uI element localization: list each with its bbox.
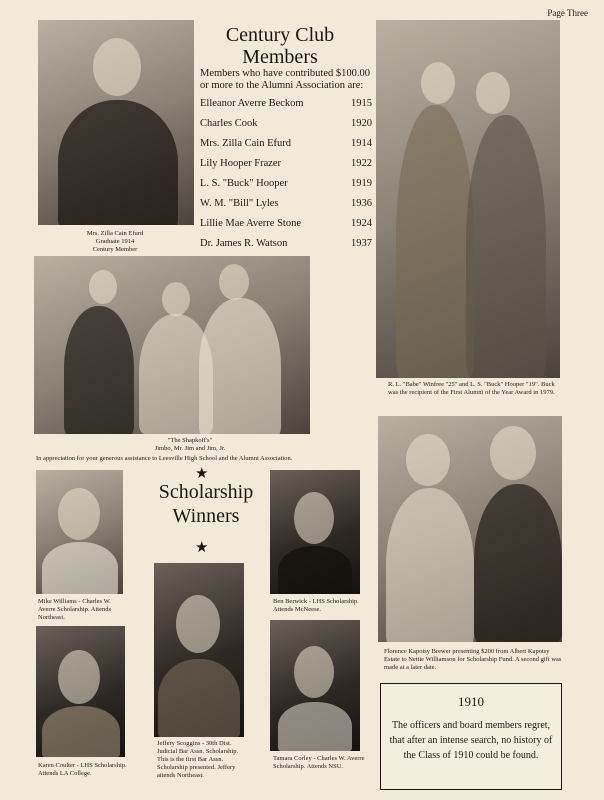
photo-mike-williams — [36, 470, 123, 594]
photo-shapkoffs — [34, 256, 310, 434]
member-row: Elleanor Averre Beckom 1915 — [200, 98, 372, 109]
member-row: Lillie Mae Averre Stone 1924 — [200, 218, 372, 229]
star-icon: ★ — [195, 466, 209, 482]
photo-jeffery-scoggins — [154, 563, 244, 737]
caption-coulter: Karen Coulter - LHS Scholarship. Attends LA College. — [38, 762, 127, 777]
century-club-intro: Members who have contributed $100.00 or more to the Alumni Association are: — [200, 68, 371, 91]
photo-brewer-williamson — [378, 416, 562, 642]
member-row: L. S. "Buck" Hooper 1919 — [200, 178, 372, 189]
photo-winfree-hooper — [376, 20, 560, 378]
scholarship-title: Scholarship Winners — [158, 481, 254, 527]
photo-ben-berwick — [270, 470, 360, 594]
notice-text: The officers and board members regret, that after an intense search, no history of the Class of 1910 could be found. — [389, 720, 553, 761]
photo-tamara-corley — [270, 620, 360, 751]
caption-shapkoffs-thanks: In appreciation for your generous assistance to Leesville High School and the Alumni Association. — [36, 455, 293, 462]
member-row: W. M. "Bill" Lyles 1936 — [200, 198, 372, 209]
caption-scoggins: Jeffery Scoggins - 30th Dist. Judicial Bar Assn. Scholarship. This is the first Bar Assn. Scholarship presented. Jeffery attends Northeast. — [157, 740, 239, 779]
member-row: Mrs. Zilla Cain Efurd 1914 — [200, 138, 372, 149]
caption-shapkoffs: "The Shapkoff's" Jimbo, Mr. Jim and Jim, Jr. — [154, 437, 226, 452]
century-club-title: Century Club Members — [225, 24, 335, 68]
caption-berwick: Ben Berwick - LHS Scholarship. Attends McNeese. — [273, 598, 359, 613]
member-row: Dr. James R. Watson 1937 — [200, 238, 372, 249]
caption-brewer: Florence Kapotsy Brewer presenting $200 from Albert Kapotsy Estate to Nettie Williamson for Scholarship Fund. A second gift was made at a later date. — [384, 648, 562, 671]
caption-winfree-hooper: R. L. "Babe" Winfree "25" and L. S. "Buck" Hooper "19". Buck was the recipient of the First Alumni of the Year Award in 1979. — [388, 381, 555, 396]
caption-corley: Tamara Corley - Charles W. Averre Scholarship. Attends NSU. — [273, 755, 365, 770]
photo-karen-coulter — [36, 626, 125, 757]
member-row: Lily Hooper Frazer 1922 — [200, 158, 372, 169]
class-1910-notice — [380, 683, 562, 790]
star-icon: ★ — [195, 540, 209, 556]
caption-williams: Mike Williams - Charles W. Averre Scholarship. Attends Northeast. — [38, 598, 111, 621]
caption-efurd: Mrs. Zilla Cain Efurd Graduate 1914 Century Member — [86, 230, 144, 253]
photo-zilla-efurd — [38, 20, 194, 225]
notice-year: 1910 — [458, 694, 484, 709]
member-list — [200, 94, 372, 254]
page-number: Page Three — [547, 8, 588, 18]
member-row: Charles Cook 1920 — [200, 118, 372, 129]
